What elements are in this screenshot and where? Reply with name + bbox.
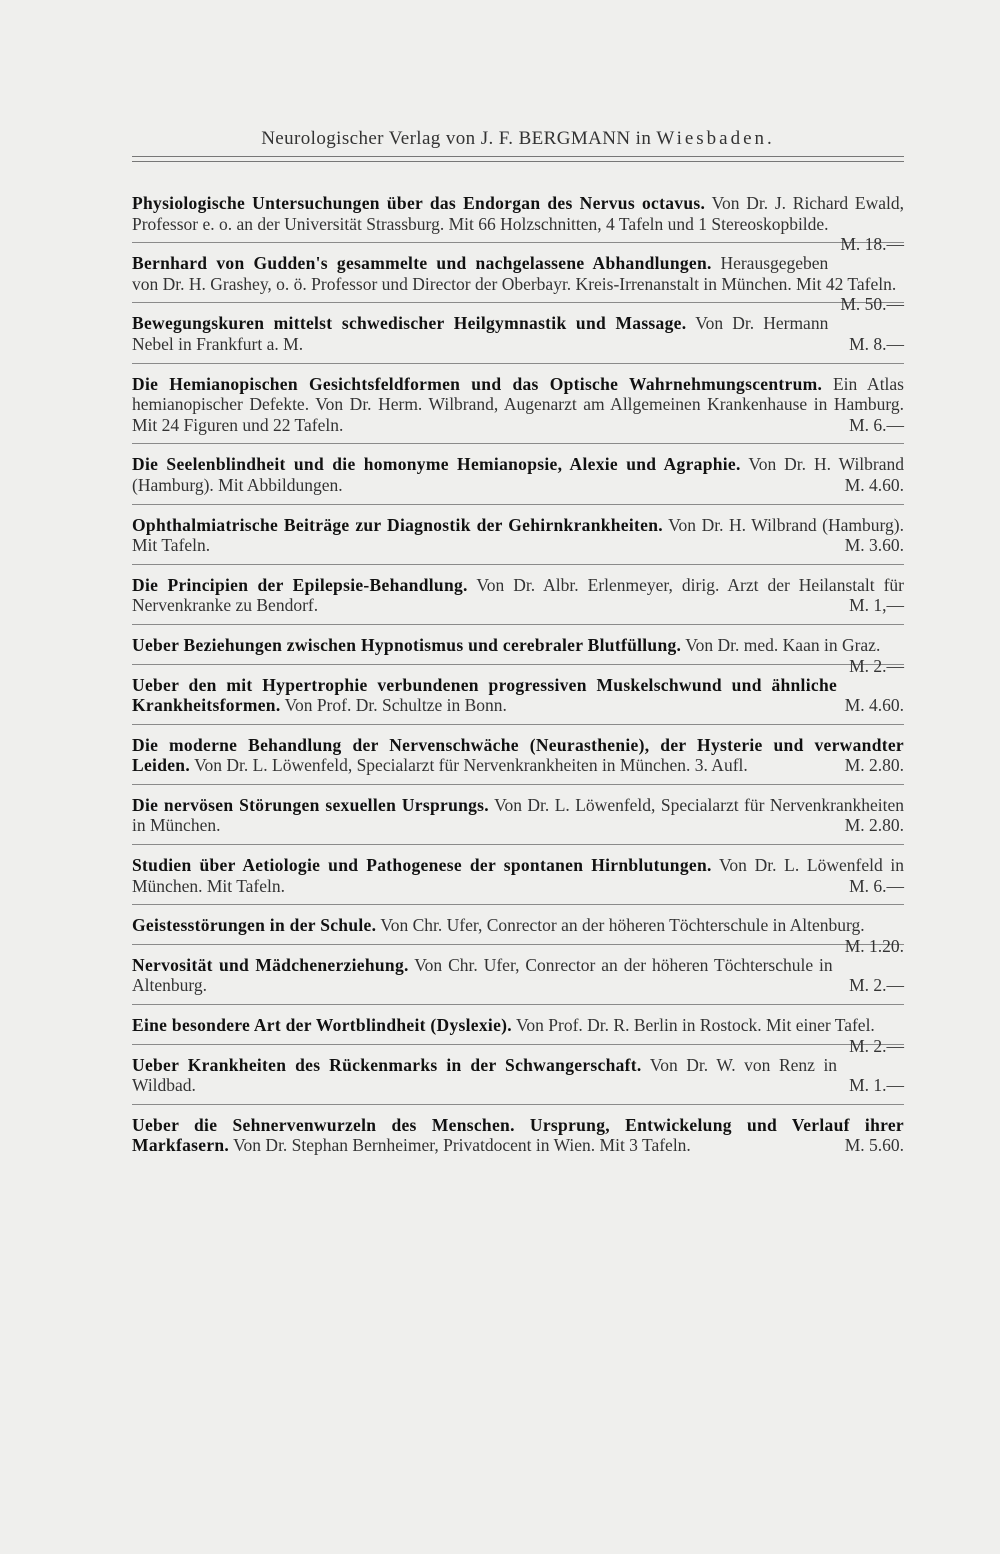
book-details: Von Dr. Albr. Erlenmeyer, dirig. Arzt der Heilanstalt für Nervenkranke zu Bendorf.	[132, 574, 904, 616]
entry-separator	[132, 1104, 904, 1105]
entry-separator	[132, 504, 904, 505]
entry-separator	[132, 363, 904, 364]
book-price: M. 1.—	[849, 1075, 904, 1096]
book-title: Geistesstörungen in der Schule.	[132, 915, 377, 936]
header-text-c: in	[630, 128, 657, 149]
book-details: Von Dr. Hermann Nebel in Frankfurt a. M.	[132, 313, 829, 354]
book-entry	[132, 253, 904, 315]
header-publisher-name: BERGMANN	[518, 128, 631, 149]
book-price: M. 8.—	[849, 333, 904, 354]
book-title: Ueber den mit Hypertrophie verbundenen progressiven Muskelschwund und ähnliche Krankheitsformen.	[132, 674, 838, 716]
book-price: M. 5.60.	[844, 1135, 904, 1156]
book-details: Von Dr. L. Löwenfeld in München. Mit Tafeln.	[132, 855, 904, 896]
entry-separator	[132, 944, 904, 945]
book-details: Von Dr. J. Richard Ewald, Professor e. o. an der Universität Strassburg. Mit 66 Holzschnitten, 4 Tafeln und 1 Stereoskopbilde.	[132, 193, 904, 234]
book-title: Ueber die Sehnervenwurzeln des Menschen. Ursprung, Entwickelung und Verlauf ihrer Markfasern.	[132, 1114, 904, 1156]
book-price: M. 50.—	[840, 294, 904, 315]
book-price: M. 1.20.	[844, 935, 904, 956]
book-details: Von Dr. L. Löwenfeld, Specialarzt für Nervenkrankheiten in München.	[132, 794, 904, 836]
book-title: Studien über Aetiologie und Pathogenese der spontanen Hirnblutungen.	[132, 855, 712, 876]
book-entry	[132, 1055, 904, 1096]
book-title: Die Hemianopischen Gesichtsfeldformen und das Optische Wahrnehmungscentrum.	[132, 373, 823, 394]
entry-separator	[132, 904, 904, 905]
book-entry	[132, 795, 904, 836]
entry-separator	[132, 302, 904, 303]
book-entry	[132, 855, 904, 896]
book-list	[132, 193, 904, 1156]
book-entry	[132, 374, 904, 436]
book-details: Von Chr. Ufer, Conrector an der höheren Töchterschule in Altenburg.	[380, 915, 865, 936]
book-entry	[132, 634, 904, 676]
book-title: Ophthalmiatrische Beiträge zur Diagnostik der Gehirnkrankheiten.	[132, 514, 663, 535]
book-title: Bernhard von Gudden's gesammelte und nachgelassene Abhandlungen.	[132, 253, 712, 274]
book-price: M. 2.80.	[844, 815, 904, 836]
book-price: M. 2.—	[849, 975, 904, 996]
entry-separator	[132, 844, 904, 845]
header-city: Wiesbaden.	[656, 128, 775, 149]
book-title: Die Seelenblindheit und die homonyme Hemianopsie, Alexie und Agraphie.	[132, 454, 741, 475]
book-details: Von Dr. L. Löwenfeld, Specialarzt für Nervenkrankheiten in München. 3. Aufl.	[194, 755, 748, 776]
entry-separator	[132, 564, 904, 565]
entry-separator	[132, 1044, 904, 1045]
book-price: M. 4.60.	[844, 695, 904, 716]
book-title: Die Principien der Epilepsie-Behandlung.	[132, 574, 468, 595]
book-title: Eine besondere Art der Wortblindheit (Dyslexie).	[132, 1015, 512, 1036]
book-price: M. 6.—	[849, 414, 904, 435]
entry-separator	[132, 242, 904, 243]
book-entry	[132, 1115, 904, 1156]
book-title: Ueber Beziehungen zwischen Hypnotismus und cerebraler Blutfüllung.	[132, 634, 682, 655]
book-price: M. 2.80.	[844, 755, 904, 776]
book-details: Von Dr. med. Kaan in Graz.	[685, 634, 881, 655]
book-title: Bewegungskuren mittelst schwedischer Heilgymnastik und Massage.	[132, 313, 687, 334]
book-entry	[132, 313, 904, 354]
entry-separator	[132, 624, 904, 625]
book-entry	[132, 454, 904, 495]
entry-separator	[132, 443, 904, 444]
publisher-header	[132, 128, 904, 150]
book-entry	[132, 955, 904, 996]
book-price: M. 2.—	[849, 1035, 904, 1056]
header-text-a: Neurologischer Verlag von J. F.	[261, 128, 519, 149]
book-details: Von Chr. Ufer, Conrector an der höheren Töchterschule in Altenburg.	[132, 954, 833, 996]
book-price: M. 1,—	[849, 595, 904, 616]
book-title: Nervosität und Mädchenerziehung.	[132, 954, 409, 975]
book-price: M. 4.60.	[844, 474, 904, 495]
book-entry	[132, 515, 904, 556]
book-entry	[132, 1015, 904, 1056]
book-title: Physiologische Untersuchungen über das Endorgan des Nervus octavus.	[132, 193, 706, 213]
book-price: M. 3.60.	[844, 535, 904, 556]
header-double-rule	[132, 156, 904, 162]
book-details: Von Prof. Dr. R. Berlin in Rostock. Mit einer Tafel.	[516, 1015, 875, 1036]
book-price: M. 6.—	[849, 875, 904, 896]
book-title: Ueber Krankheiten des Rückenmarks in der Schwangerschaft.	[132, 1054, 642, 1075]
book-entry	[132, 193, 904, 255]
book-entry	[132, 735, 904, 776]
book-price: M. 2.—	[849, 655, 904, 676]
book-details: Herausgegeben von Dr. H. Grashey, o. ö. Professor und Director der Oberbayr. Kreis-Irrenanstalt in München. Mit 42 Tafeln.	[132, 253, 897, 294]
entry-separator	[132, 724, 904, 725]
book-details: Von Dr. Stephan Bernheimer, Privatdocent in Wien. Mit 3 Tafeln.	[233, 1135, 691, 1156]
book-details: Von Dr. H. Wilbrand (Hamburg). Mit Abbildungen.	[132, 454, 905, 495]
entry-separator	[132, 664, 904, 665]
book-entry	[132, 575, 904, 616]
book-entry	[132, 915, 904, 956]
book-details: Von Dr. H. Wilbrand (Hamburg). Mit Tafeln.	[132, 514, 904, 556]
book-details: Von Prof. Dr. Schultze in Bonn.	[284, 695, 507, 716]
entry-separator	[132, 1004, 904, 1005]
book-price: M. 18.—	[840, 234, 904, 255]
book-details: Von Dr. W. von Renz in Wildbad.	[132, 1054, 838, 1096]
entry-separator	[132, 784, 904, 785]
book-entry	[132, 675, 904, 716]
book-title: Die moderne Behandlung der Nervenschwäche (Neurasthenie), der Hysterie und verwandter Leiden.	[132, 734, 904, 776]
book-details: Ein Atlas hemianopischer Defekte. Von Dr. Herm. Wilbrand, Augenarzt am Allgemeinen Krankenhause in Hamburg. Mit 24 Figuren und 22 Tafeln.	[132, 373, 904, 435]
book-title: Die nervösen Störungen sexuellen Ursprungs.	[132, 794, 489, 815]
